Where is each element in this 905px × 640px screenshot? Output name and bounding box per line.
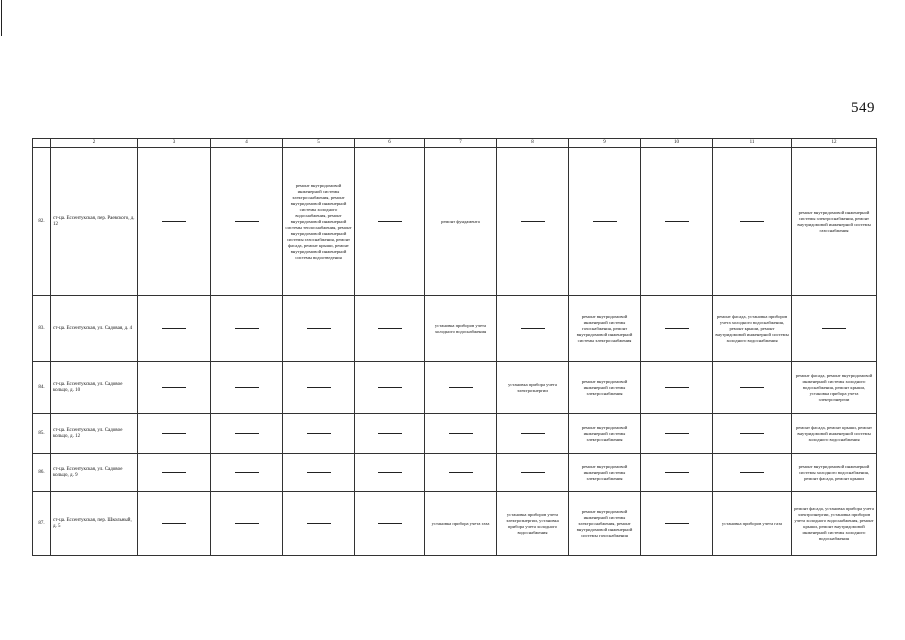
empty-dash bbox=[378, 387, 402, 388]
work-cell: ремонт внутридомовой инженерной системы электроснабжения, ремонт внутридомовой инженерной системы холодного водоснабжения, ремонт внутридомовой инженерной системы теплоснабжения, ремонт внутридомовой инженерной системы газоснабжения, ремонт фасада, ремонт крыши, ремонт внутридомовой инженерной системы водоотведения bbox=[283, 148, 355, 296]
work-cell: ремонт фасада, установка прибора учета электроэнергии, установка приборов учета холодного водоснабжения, ремонт крыши, ремонт внутридомовой инженерной системы холодного водоснабжения bbox=[792, 492, 877, 556]
work-cell bbox=[283, 454, 355, 492]
table-row bbox=[33, 296, 877, 362]
work-cell bbox=[569, 148, 641, 296]
column-header: 9 bbox=[569, 139, 641, 148]
empty-dash bbox=[162, 328, 186, 329]
work-cell: установка прибора учета газа bbox=[425, 492, 497, 556]
work-cell bbox=[138, 454, 211, 492]
work-cell: ремонт внутридомовой инженерной системы холодного водоснабжения, ремонт фасада, ремонт крыши bbox=[792, 454, 877, 492]
work-cell bbox=[355, 492, 425, 556]
row-number: 84. bbox=[33, 362, 51, 414]
work-cell bbox=[138, 362, 211, 414]
work-cell bbox=[283, 492, 355, 556]
work-cell: установка приборов учета холодного водоснабжения bbox=[425, 296, 497, 362]
column-header bbox=[33, 139, 51, 148]
empty-dash bbox=[665, 523, 689, 524]
work-cell bbox=[425, 414, 497, 454]
work-cell: ремонт фасада, ремонт крыши, ремонт внутридомовой инженерной системы холодного водоснабжения bbox=[792, 414, 877, 454]
address-cell: ст-ца. Ессентукская, ул. Садовая, д. 4 bbox=[51, 296, 138, 362]
empty-dash bbox=[740, 472, 764, 473]
work-cell bbox=[713, 148, 792, 296]
empty-dash bbox=[307, 472, 331, 473]
work-cell bbox=[641, 362, 713, 414]
work-cell bbox=[138, 414, 211, 454]
work-cell bbox=[355, 362, 425, 414]
column-header: 6 bbox=[355, 139, 425, 148]
work-cell bbox=[792, 296, 877, 362]
work-cell: ремонт внутридомовой инженерной системы электроснабжения bbox=[569, 362, 641, 414]
empty-dash bbox=[378, 328, 402, 329]
empty-dash bbox=[235, 472, 259, 473]
repair-register-table bbox=[32, 138, 877, 556]
work-cell bbox=[425, 454, 497, 492]
empty-dash bbox=[449, 433, 473, 434]
empty-dash bbox=[162, 523, 186, 524]
work-cell bbox=[425, 362, 497, 414]
address-cell: ст-ца. Ессентукская, пер. Школьный, д. 5 bbox=[51, 492, 138, 556]
work-cell: установка приборов учета газа bbox=[713, 492, 792, 556]
work-cell: ремонт внутридомовой инженерной системы электроснабжения bbox=[569, 454, 641, 492]
work-cell bbox=[283, 296, 355, 362]
work-cell bbox=[641, 454, 713, 492]
work-cell bbox=[713, 362, 792, 414]
scan-edge-line bbox=[1, 0, 2, 36]
work-cell bbox=[355, 454, 425, 492]
work-cell bbox=[138, 492, 211, 556]
empty-dash bbox=[162, 472, 186, 473]
empty-dash bbox=[822, 328, 846, 329]
empty-dash bbox=[665, 221, 689, 222]
work-cell bbox=[211, 454, 283, 492]
work-cell bbox=[713, 414, 792, 454]
work-cell bbox=[283, 414, 355, 454]
address-cell: ст-ца. Ессентукская, ул. Садовое кольцо, д. 12 bbox=[51, 414, 138, 454]
work-cell bbox=[211, 296, 283, 362]
empty-dash bbox=[235, 221, 259, 222]
work-cell bbox=[211, 148, 283, 296]
empty-dash bbox=[235, 523, 259, 524]
empty-dash bbox=[378, 433, 402, 434]
address-cell: ст-ца. Ессентукская, ул. Садовое кольцо, д. 9 bbox=[51, 454, 138, 492]
work-cell: ремонт внутридомовой инженерной системы электроснабжения, ремонт внутридомовой инженерной системы газоснабжения bbox=[569, 492, 641, 556]
empty-dash bbox=[235, 328, 259, 329]
empty-dash bbox=[162, 433, 186, 434]
empty-dash bbox=[378, 221, 402, 222]
work-cell bbox=[641, 414, 713, 454]
work-cell bbox=[355, 148, 425, 296]
empty-dash bbox=[307, 433, 331, 434]
work-cell bbox=[497, 414, 569, 454]
work-cell bbox=[641, 296, 713, 362]
work-cell bbox=[138, 148, 211, 296]
empty-dash bbox=[235, 433, 259, 434]
work-cell: установка прибора учета электроэнергии bbox=[497, 362, 569, 414]
empty-dash bbox=[665, 472, 689, 473]
empty-dash bbox=[521, 221, 545, 222]
column-number-row bbox=[33, 139, 877, 148]
work-cell bbox=[283, 362, 355, 414]
address-cell: ст-ца. Ессентукская, пер. Раевского, д. 12 bbox=[51, 148, 138, 296]
work-cell bbox=[713, 454, 792, 492]
empty-dash bbox=[521, 433, 545, 434]
empty-dash bbox=[162, 387, 186, 388]
work-cell bbox=[497, 296, 569, 362]
empty-dash bbox=[593, 221, 617, 222]
column-header: 12 bbox=[792, 139, 877, 148]
table-row bbox=[33, 362, 877, 414]
table-row bbox=[33, 454, 877, 492]
table-row bbox=[33, 492, 877, 556]
work-cell: ремонт фасада, ремонт внутридомовой инженерной системы холодного водоснабжения, ремонт крыши, установка прибора учета электроэнергии bbox=[792, 362, 877, 414]
empty-dash bbox=[162, 221, 186, 222]
empty-dash bbox=[740, 433, 764, 434]
work-cell: ремонт внутридомовой инженерной системы электроснабжения bbox=[569, 414, 641, 454]
empty-dash bbox=[665, 433, 689, 434]
column-header: 10 bbox=[641, 139, 713, 148]
empty-dash bbox=[740, 387, 764, 388]
empty-dash bbox=[307, 523, 331, 524]
page-number: 549 bbox=[851, 100, 875, 116]
empty-dash bbox=[307, 387, 331, 388]
row-number: 86. bbox=[33, 454, 51, 492]
row-number: 85. bbox=[33, 414, 51, 454]
empty-dash bbox=[307, 328, 331, 329]
row-number: 83. bbox=[33, 296, 51, 362]
column-header: 8 bbox=[497, 139, 569, 148]
empty-dash bbox=[740, 221, 764, 222]
work-cell: ремонт фасада, установка приборов учета холодного водоснабжения, ремонт крыши, ремонт внутридомовой инженерной системы холодного водоснабжения bbox=[713, 296, 792, 362]
empty-dash bbox=[235, 387, 259, 388]
work-cell bbox=[355, 296, 425, 362]
work-cell bbox=[497, 454, 569, 492]
empty-dash bbox=[521, 328, 545, 329]
table-row bbox=[33, 414, 877, 454]
empty-dash bbox=[521, 472, 545, 473]
column-header: 3 bbox=[138, 139, 211, 148]
empty-dash bbox=[378, 472, 402, 473]
work-cell bbox=[211, 414, 283, 454]
column-header: 11 bbox=[713, 139, 792, 148]
empty-dash bbox=[449, 472, 473, 473]
column-header: 2 bbox=[51, 139, 138, 148]
work-cell bbox=[641, 492, 713, 556]
column-header: 5 bbox=[283, 139, 355, 148]
work-cell bbox=[641, 148, 713, 296]
work-cell bbox=[211, 362, 283, 414]
empty-dash bbox=[378, 523, 402, 524]
work-cell: ремонт фундамента bbox=[425, 148, 497, 296]
work-cell bbox=[211, 492, 283, 556]
work-cell: установка приборов учета электроэнергии, установка прибора учета холодного водоснабжения bbox=[497, 492, 569, 556]
empty-dash bbox=[665, 387, 689, 388]
row-number: 82. bbox=[33, 148, 51, 296]
empty-dash bbox=[449, 387, 473, 388]
table-row bbox=[33, 148, 877, 296]
row-number: 87. bbox=[33, 492, 51, 556]
column-header: 7 bbox=[425, 139, 497, 148]
column-header: 4 bbox=[211, 139, 283, 148]
work-cell bbox=[497, 148, 569, 296]
work-cell: ремонт внутридомовой инженерной системы электроснабжения, ремонт внутридомовой инженерной системы газоснабжения bbox=[792, 148, 877, 296]
work-cell: ремонт внутридомовой инженерной системы газоснабжения, ремонт внутридомовой инженерной системы электроснабжения bbox=[569, 296, 641, 362]
work-cell bbox=[138, 296, 211, 362]
empty-dash bbox=[665, 328, 689, 329]
address-cell: ст-ца. Ессентукская, ул. Садовое кольцо, д. 10 bbox=[51, 362, 138, 414]
work-cell bbox=[355, 414, 425, 454]
